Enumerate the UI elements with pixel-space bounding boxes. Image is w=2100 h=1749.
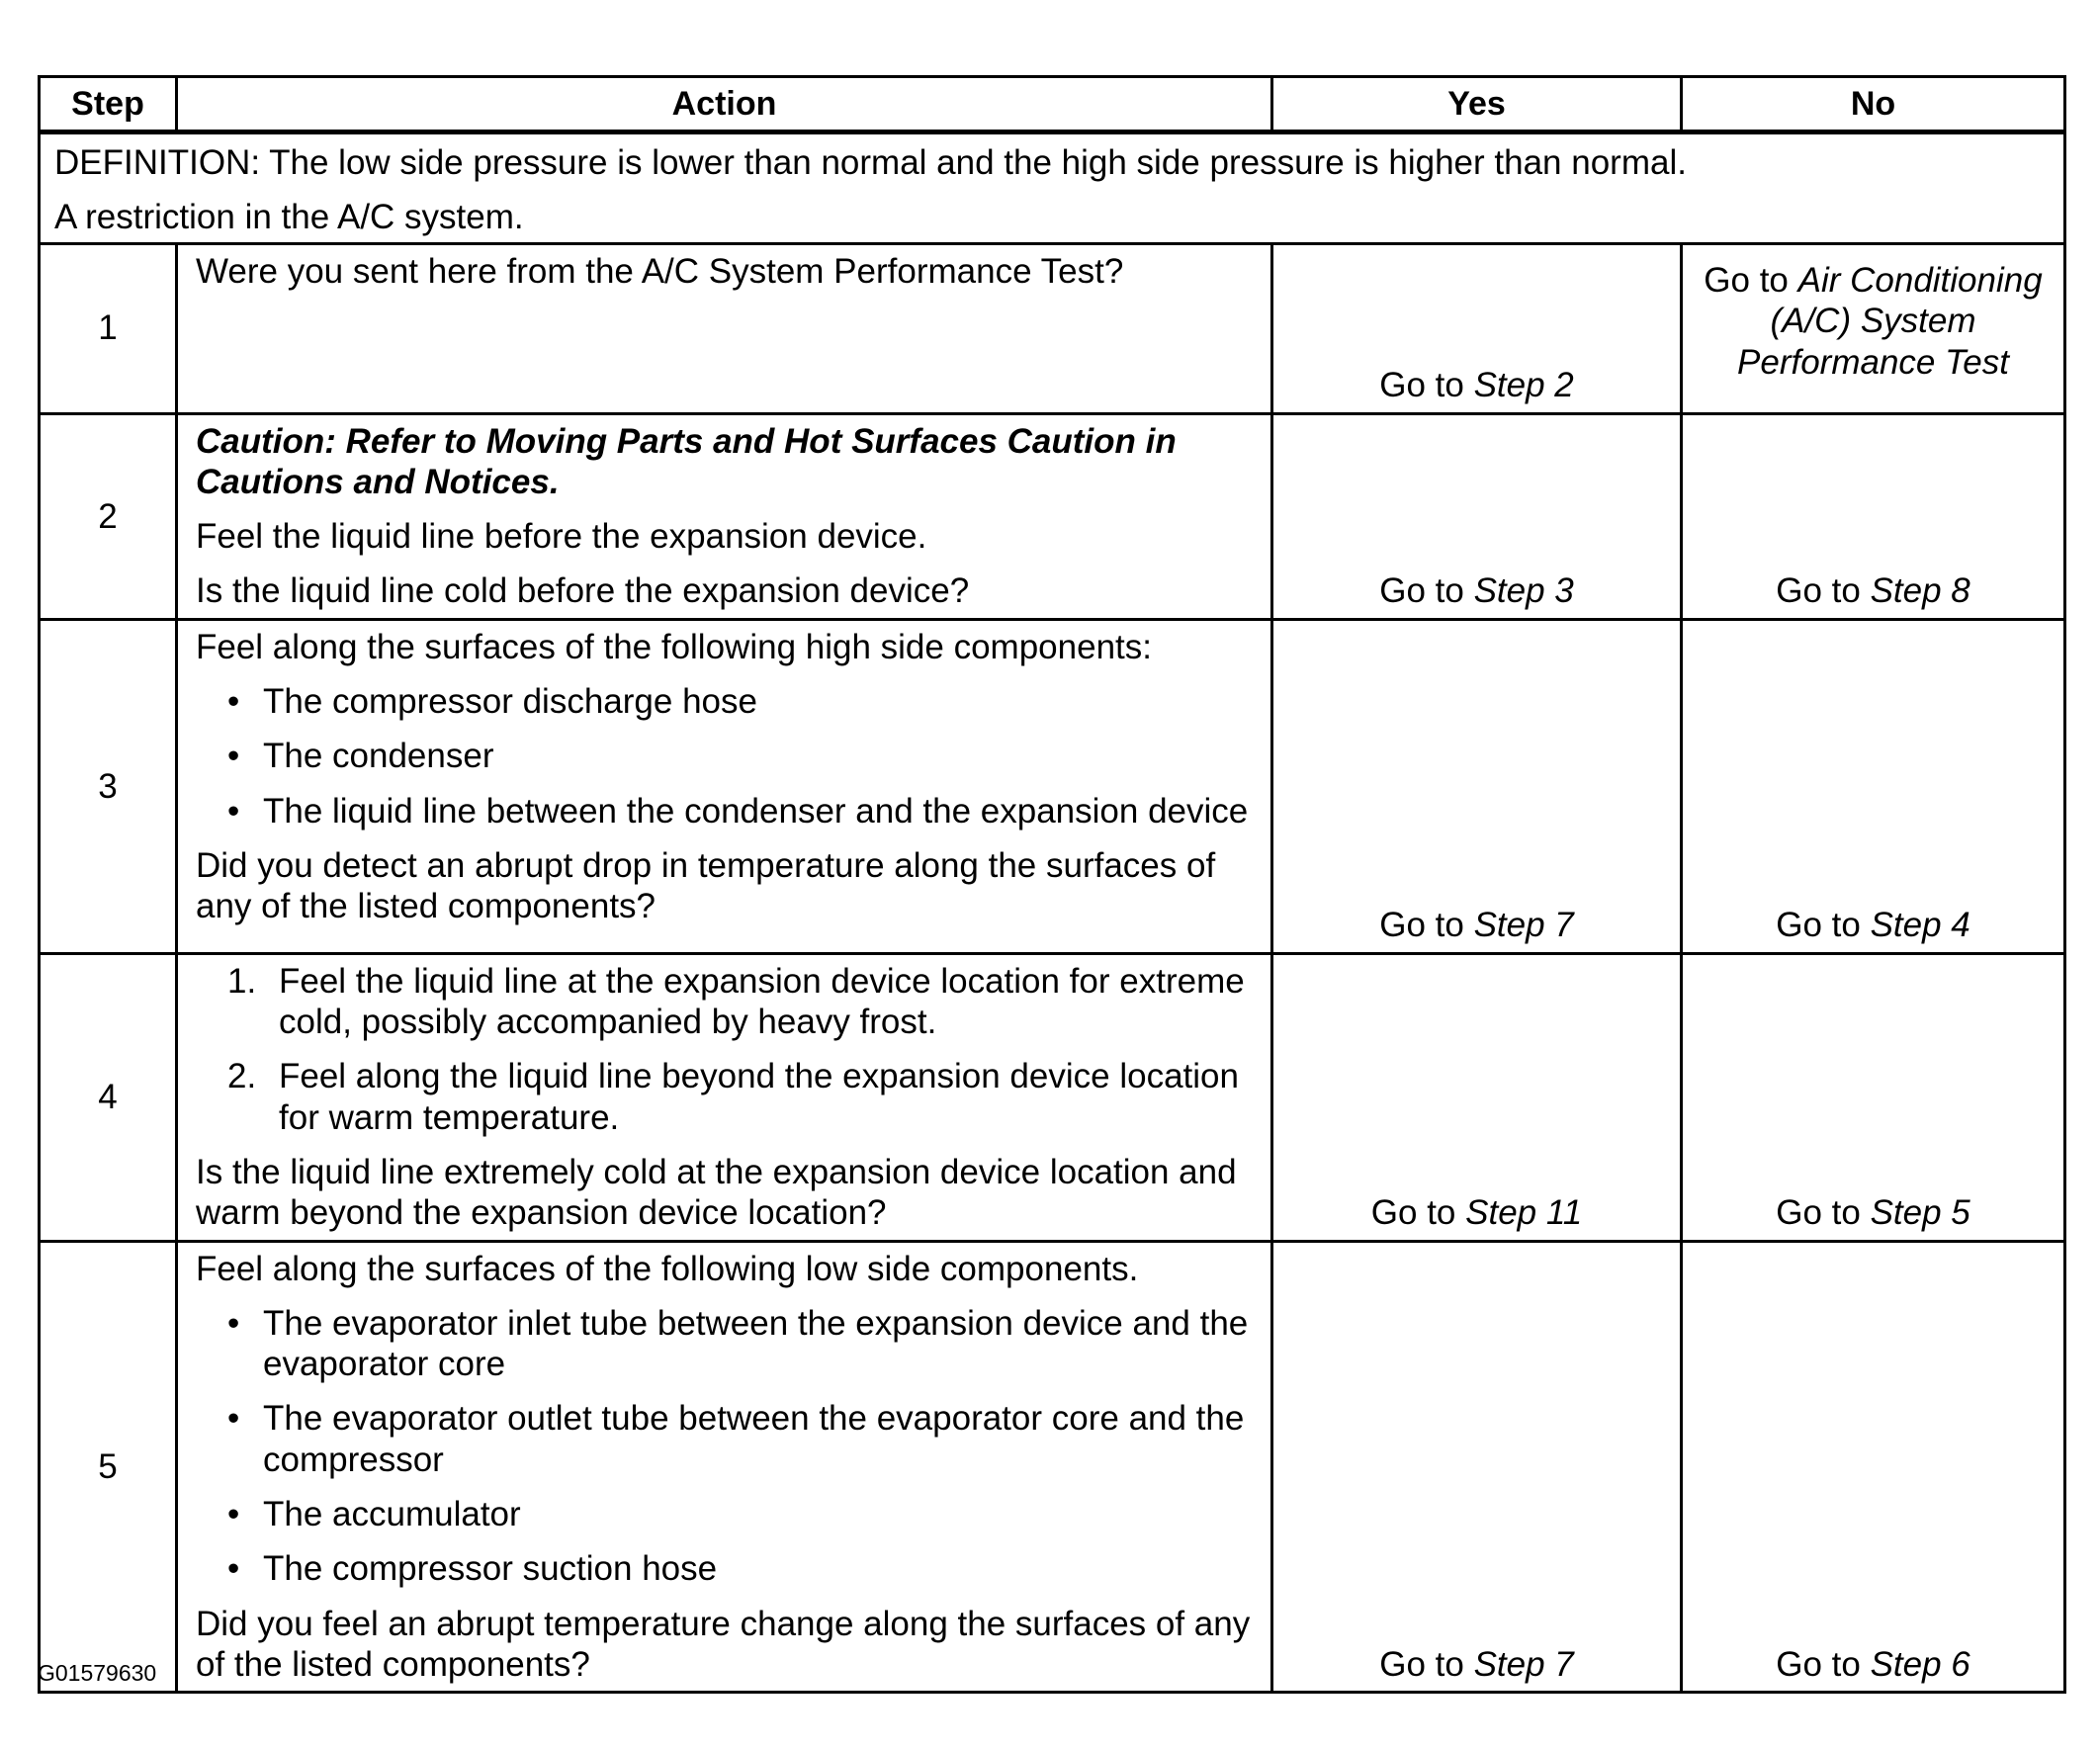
caution-text: Caution: Refer to Moving Parts and Hot Surfaces Caution in Cautions and Notices. xyxy=(196,421,1177,501)
no-prefix: Go to xyxy=(1776,906,1871,945)
list-item xyxy=(227,1398,1253,1480)
yes-step-ref: Step 11 xyxy=(1465,1193,1583,1233)
bullet-icon: • xyxy=(227,1549,240,1589)
header-no: No xyxy=(1682,77,2065,132)
step-number: 1 xyxy=(40,243,177,413)
action-cell xyxy=(177,619,1272,953)
no-prefix: Go to xyxy=(1776,1644,1871,1684)
action-question: Is the liquid line extremely cold at the expansion device location and warm beyond the expansion device location? xyxy=(196,1152,1237,1233)
component-list xyxy=(196,1303,1253,1590)
yes-prefix: Go to xyxy=(1379,366,1474,405)
action-instruction: Feel the liquid line before the expansion device. xyxy=(196,517,927,557)
list-item xyxy=(227,736,1253,776)
action-question: Is the liquid line cold before the expansion device? xyxy=(196,571,970,611)
no-prefix: Go to xyxy=(1704,261,1798,301)
yes-prefix: Go to xyxy=(1370,1193,1466,1233)
no-prefix: Go to xyxy=(1776,1193,1871,1233)
definition-cell xyxy=(40,132,2065,244)
list-item xyxy=(227,1494,1253,1534)
step-number: 4 xyxy=(40,953,177,1241)
yes-step-ref: Step 7 xyxy=(1473,1644,1574,1684)
action-cell xyxy=(177,413,1272,619)
list-item-text: Feel along the liquid line beyond the expansion device location for warm temperature. xyxy=(279,1057,1239,1137)
action-cell xyxy=(177,243,1272,413)
bullet-icon: • xyxy=(227,737,240,776)
action-intro: Feel along the surfaces of the following low side components. xyxy=(196,1249,1139,1288)
bullet-icon: • xyxy=(227,1303,240,1343)
no-cell xyxy=(1682,243,2065,413)
yes-prefix: Go to xyxy=(1379,906,1474,945)
definition-subtext: A restriction in the A/C system. xyxy=(54,198,524,237)
list-item-text: The compressor discharge hose xyxy=(263,682,757,722)
list-item xyxy=(227,1548,1253,1589)
definition-row xyxy=(40,132,2065,244)
bullet-icon: • xyxy=(227,791,240,831)
list-item-number: 2. xyxy=(227,1057,257,1096)
header-action: Action xyxy=(177,77,1272,132)
bullet-icon: • xyxy=(227,1495,240,1534)
list-item-text: The evaporator inlet tube between the expansion device and the evaporator core xyxy=(263,1303,1249,1384)
action-question: Did you detect an abrupt drop in temperature along the surfaces of any of the listed components? xyxy=(196,845,1216,926)
step-number: 3 xyxy=(40,619,177,953)
table-row xyxy=(40,619,2065,953)
action-question: Did you feel an abrupt temperature change along the surfaces of any of the listed components? xyxy=(196,1604,1251,1684)
yes-step-ref: Step 7 xyxy=(1473,906,1574,945)
yes-cell xyxy=(1272,953,1682,1241)
action-intro: Feel along the surfaces of the following high side components: xyxy=(196,627,1152,666)
table-row xyxy=(40,243,2065,413)
list-item-text: The condenser xyxy=(263,737,494,776)
list-item-text: The liquid line between the condenser and the expansion device xyxy=(263,791,1249,831)
list-item-number: 1. xyxy=(227,961,257,1001)
list-item-text: The evaporator outlet tube between the evaporator core and the compressor xyxy=(263,1399,1245,1479)
table-row xyxy=(40,1241,2065,1693)
yes-cell xyxy=(1272,243,1682,413)
action-cell xyxy=(177,953,1272,1241)
yes-cell xyxy=(1272,413,1682,619)
yes-prefix: Go to xyxy=(1379,1644,1474,1684)
table-row xyxy=(40,953,2065,1241)
list-item xyxy=(227,1056,1253,1138)
list-item-text: The accumulator xyxy=(263,1495,521,1534)
table-row xyxy=(40,413,2065,619)
definition-text: DEFINITION: The low side pressure is lower than normal and the high side pressure is higher than normal. xyxy=(54,143,1687,182)
no-step-ref: Step 6 xyxy=(1870,1644,1970,1684)
no-cell xyxy=(1682,1241,2065,1693)
header-yes: Yes xyxy=(1272,77,1682,132)
no-reference: Air Conditioning (A/C) System Performance Test xyxy=(1737,261,2043,382)
list-item xyxy=(227,791,1253,831)
yes-step-ref: Step 3 xyxy=(1473,571,1574,611)
bullet-icon: • xyxy=(227,682,240,722)
no-cell xyxy=(1682,619,2065,953)
no-cell xyxy=(1682,953,2065,1241)
step-number: 2 xyxy=(40,413,177,619)
yes-cell xyxy=(1272,619,1682,953)
action-question: Were you sent here from the A/C System Performance Test? xyxy=(196,251,1124,291)
header-step: Step xyxy=(40,77,177,132)
list-item xyxy=(227,1303,1253,1385)
numbered-list xyxy=(196,961,1253,1138)
no-step-ref: Step 4 xyxy=(1870,906,1970,945)
list-item-text: Feel the liquid line at the expansion device location for extreme cold, possibly accompanied by heavy frost. xyxy=(279,961,1245,1042)
figure-id: G01579630 xyxy=(38,1660,157,1686)
bullet-icon: • xyxy=(227,1399,240,1439)
action-cell xyxy=(177,1241,1272,1693)
no-step-ref: Step 8 xyxy=(1870,571,1970,611)
no-step-ref: Step 5 xyxy=(1870,1193,1970,1233)
list-item xyxy=(227,961,1253,1043)
list-item-text: The compressor suction hose xyxy=(263,1549,718,1589)
list-item xyxy=(227,681,1253,722)
component-list xyxy=(196,681,1253,831)
no-cell xyxy=(1682,413,2065,619)
no-prefix: Go to xyxy=(1776,571,1871,611)
yes-step-ref: Step 2 xyxy=(1473,366,1574,405)
yes-cell xyxy=(1272,1241,1682,1693)
header-row xyxy=(40,77,2065,132)
step-number: 5 xyxy=(40,1241,177,1693)
diagnostic-table xyxy=(38,75,2066,1694)
yes-prefix: Go to xyxy=(1379,571,1474,611)
